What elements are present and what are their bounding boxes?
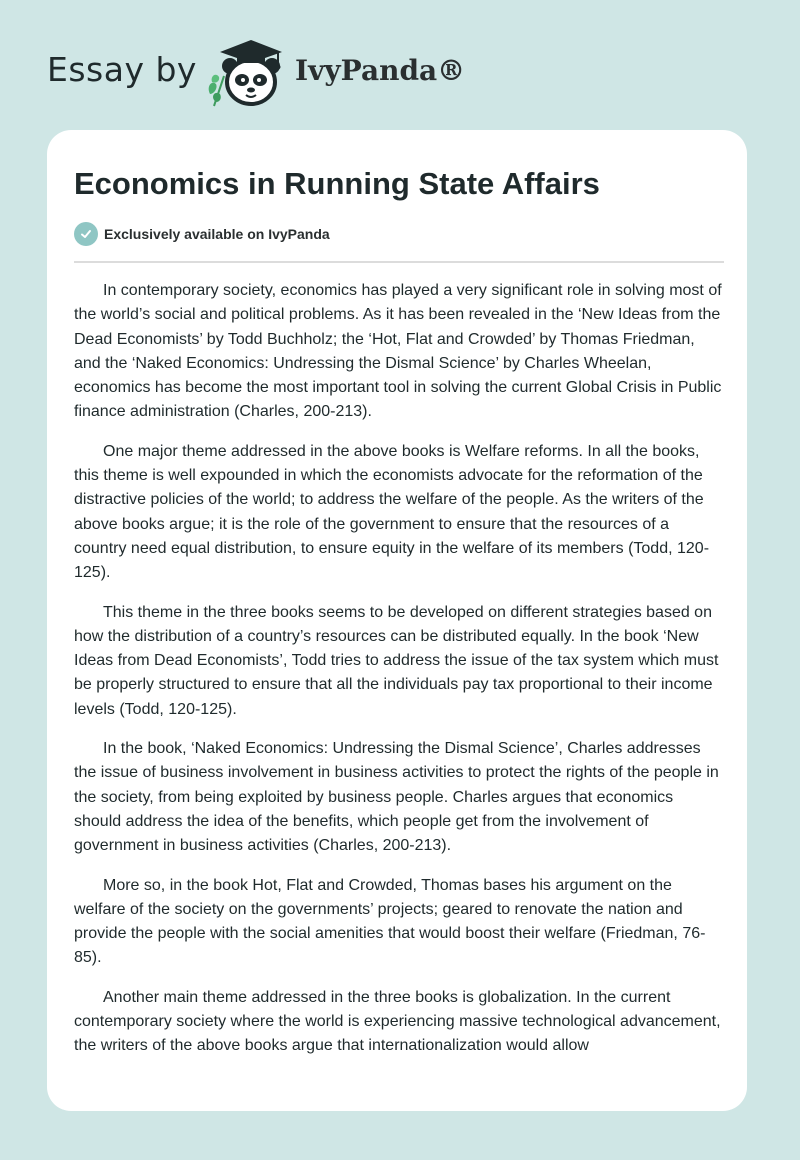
essay-title: Economics in Running State Affairs: [74, 166, 600, 201]
essay-by-label: Essay by: [47, 50, 197, 89]
paragraph: In the book, ‘Naked Economics: Undressing the Dismal Science’, Charles addresses the issue of business involvement in business activities to protect the rights of the people in the society, from being exploited by business people. Charles argues that economics should address the idea of the benefits, which people get from the involvement of government in business activities (Charles, 200-213).: [74, 740, 719, 855]
exclusive-label: Exclusively available on IvyPanda: [104, 226, 330, 242]
paragraph: Another main theme addressed in the three books is globalization. In the current contemporary society where the world is experiencing massive technological advancement, the writers of the above books argue that internationalization would allow: [74, 988, 721, 1055]
exclusive-badge: [74, 222, 330, 246]
paragraph: One major theme addressed in the above books is Welfare reforms. In all the books, this theme is well expounded in which the economists advocate for the reformation of the distractive policies of the world; to address the welfare of the people. As the writers of the above books argue; it is the role of the government to ensure that the resources of a country need equal distribution, to ensure equity in the welfare of its members (Todd, 120-125).: [74, 442, 710, 582]
check-icon: [74, 222, 98, 246]
ivypanda-logo-icon[interactable]: [202, 36, 292, 108]
ivypanda-brand[interactable]: IvyPanda®: [295, 54, 466, 87]
paragraph: More so, in the book Hot, Flat and Crowded, Thomas bases his argument on the welfare of the society on the governments’ projects; geared to renovate the nation and provide the people with the social amenities that would boost their welfare (Friedman, 76-85).: [74, 876, 706, 967]
essay-card: [47, 130, 747, 1111]
site-header: [47, 36, 467, 108]
essay-body: [74, 279, 724, 1074]
title-divider: [74, 261, 724, 263]
paragraph: This theme in the three books seems to be developed on different strategies based on how the distribution of a country’s resources can be distributed equally. In the book ‘New Ideas from Dead Economists’, Todd tries to address the issue of the tax system which must be properly structured to ensure that all the individuals pay tax proportional to their income levels (Todd, 120-125).: [74, 603, 719, 718]
paragraph: In contemporary society, economics has played a very significant role in solving most of the world’s social and political problems. As it has been revealed in the ‘New Ideas from the Dead Economists’ by Todd Buchholz; the ‘Hot, Flat and Crowded’ by Thomas Friedman, and the ‘Naked Economics: Undressing the Dismal Science’ by Charles Wheelan, economics has become the most important tool in solving the current Global Crisis in Public finance administration (Charles, 200-213).: [74, 282, 722, 421]
